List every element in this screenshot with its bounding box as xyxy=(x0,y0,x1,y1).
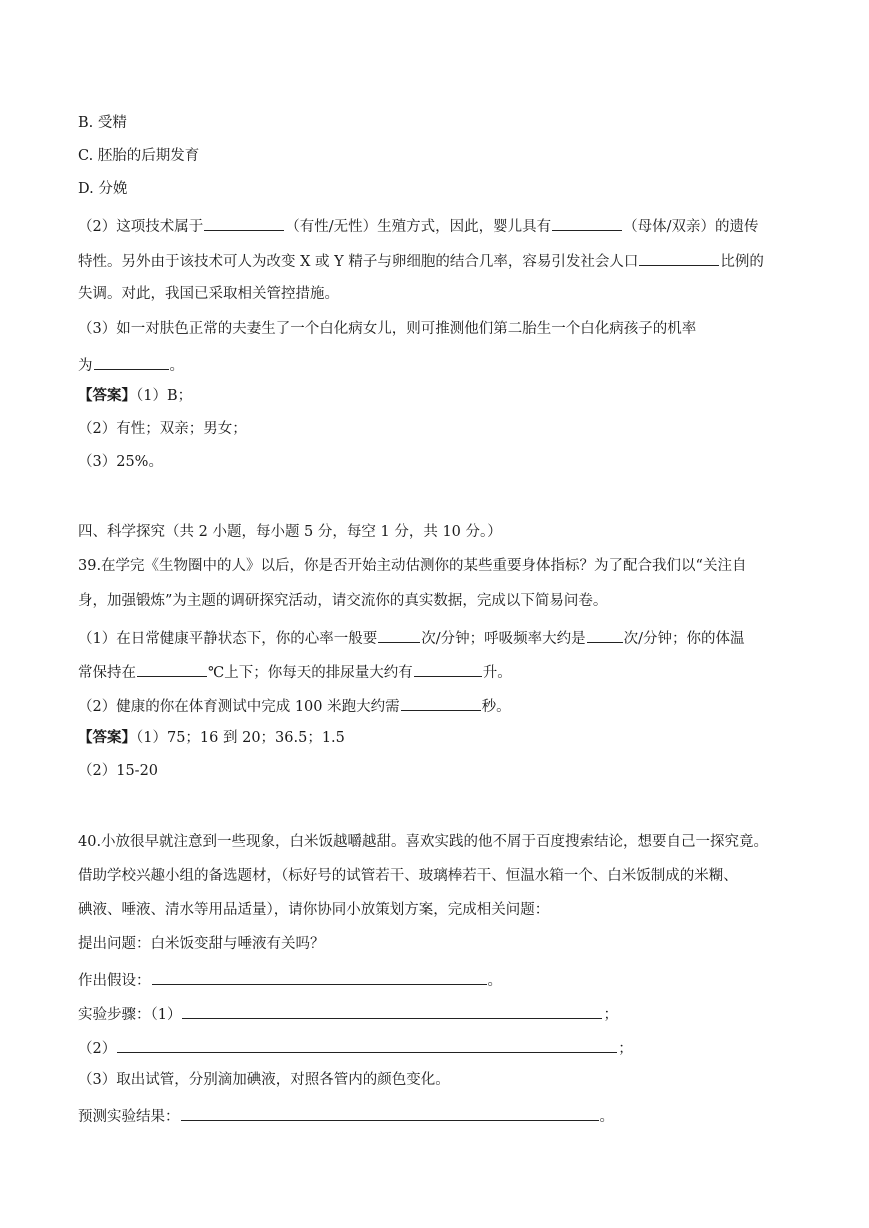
option-c: C. 胚胎的后期发育 xyxy=(78,148,200,164)
q39-part2: （2）健康的你在体育测试中完成 100 米跑大约需 秒。 xyxy=(78,694,799,717)
section-heading: 四、科学探究（共 2 小题，每小题 5 分，每空 1 分，共 10 分。） xyxy=(78,524,502,540)
q39-part1-line1: （1）在日常健康平静状态下，你的心率一般要 次/分钟；呼吸频率大约是 次/分钟；你的体温 xyxy=(78,626,799,649)
q39-part1-line2: 常保持在 ℃上下；你每天的排尿量大约有 升。 xyxy=(78,660,799,683)
q39-stem-line1: 39.在学完《生物圈中的人》以后，你是否开始主动估测你的某些重要身体指标？为了配合我们以“关注自 xyxy=(78,558,747,574)
q40-stem-line1: 40.小放很早就注意到一些现象，白米饭越嚼越甜。喜欢实践的他不屑于百度搜索结论，想要自己一探究竟。 xyxy=(78,834,769,850)
q38-answer-line3: （3）25%。 xyxy=(78,454,163,470)
q40-step1: 实验步骤：（1） ； xyxy=(78,1002,799,1025)
fill-blank[interactable] xyxy=(639,249,719,266)
result-blank[interactable] xyxy=(181,1104,599,1121)
step2-blank[interactable] xyxy=(117,1036,617,1053)
fill-blank[interactable] xyxy=(552,214,622,231)
fill-blank[interactable] xyxy=(204,214,284,231)
q38-answer-line1: 【答案】（1）B； xyxy=(78,387,193,404)
fill-blank[interactable] xyxy=(401,694,481,711)
q40-step3: （3）取出试管，分别滴加碘液，对照各管内的颜色变化。 xyxy=(78,1072,450,1088)
q38-part2-line1: （2）这项技术属于 （有性/无性）生殖方式，因此，婴儿具有 （母体/双亲）的遗传 xyxy=(78,214,799,237)
answer-label: 【答案】 xyxy=(78,729,136,746)
q40-hypothesis: 作出假设： 。 xyxy=(78,968,799,991)
option-b: B. 受精 xyxy=(78,115,127,131)
q40-step2: （2） ； xyxy=(78,1036,799,1059)
fill-blank[interactable] xyxy=(378,626,420,643)
q39-stem-line2: 身，加强锻炼”为主题的调研探究活动，请交流你的真实数据，完成以下简易问卷。 xyxy=(78,593,608,609)
step1-blank[interactable] xyxy=(182,1002,602,1019)
fill-blank[interactable] xyxy=(137,660,207,677)
q40-question: 提出问题：白米饭变甜与唾液有关吗？ xyxy=(78,936,325,952)
q40-stem-line2: 借助学校兴趣小组的备选题材，（标好号的试管若干、玻璃棒若干、恒温水箱一个、白米饭制成的米糊、 xyxy=(78,868,738,884)
option-d: D. 分娩 xyxy=(78,181,128,197)
q38-part3-line1: （3）如一对肤色正常的夫妻生了一个白化病女儿，则可推测他们第二胎生一个白化病孩子的机率 xyxy=(78,321,697,337)
fill-blank[interactable] xyxy=(414,660,482,677)
answer-label: 【答案】 xyxy=(78,387,136,404)
q38-part2-line3: 失调。对此，我国已采取相关管控措施。 xyxy=(78,286,339,302)
q39-answer-line1: 【答案】（1）75；16 到 20；36.5；1.5 xyxy=(78,729,345,746)
fill-blank[interactable] xyxy=(587,626,623,643)
hypothesis-blank[interactable] xyxy=(152,968,487,985)
q40-result: 预测实验结果： 。 xyxy=(78,1104,799,1127)
q38-part3-line2: 为 。 xyxy=(78,353,799,376)
q40-stem-line3: 碘液、唾液、清水等用品适量），请你协同小放策划方案，完成相关问题： xyxy=(78,902,550,918)
fill-blank[interactable] xyxy=(94,353,169,370)
q38-answer-line2: （2）有性；双亲；男女； xyxy=(78,421,247,437)
q38-part2-line2: 特性。另外由于该技术可人为改变 X 或 Y 精子与卵细胞的结合几率，容易引发社会人口 比例的 xyxy=(78,249,799,272)
q39-answer-line2: （2）15-20 xyxy=(78,763,159,779)
